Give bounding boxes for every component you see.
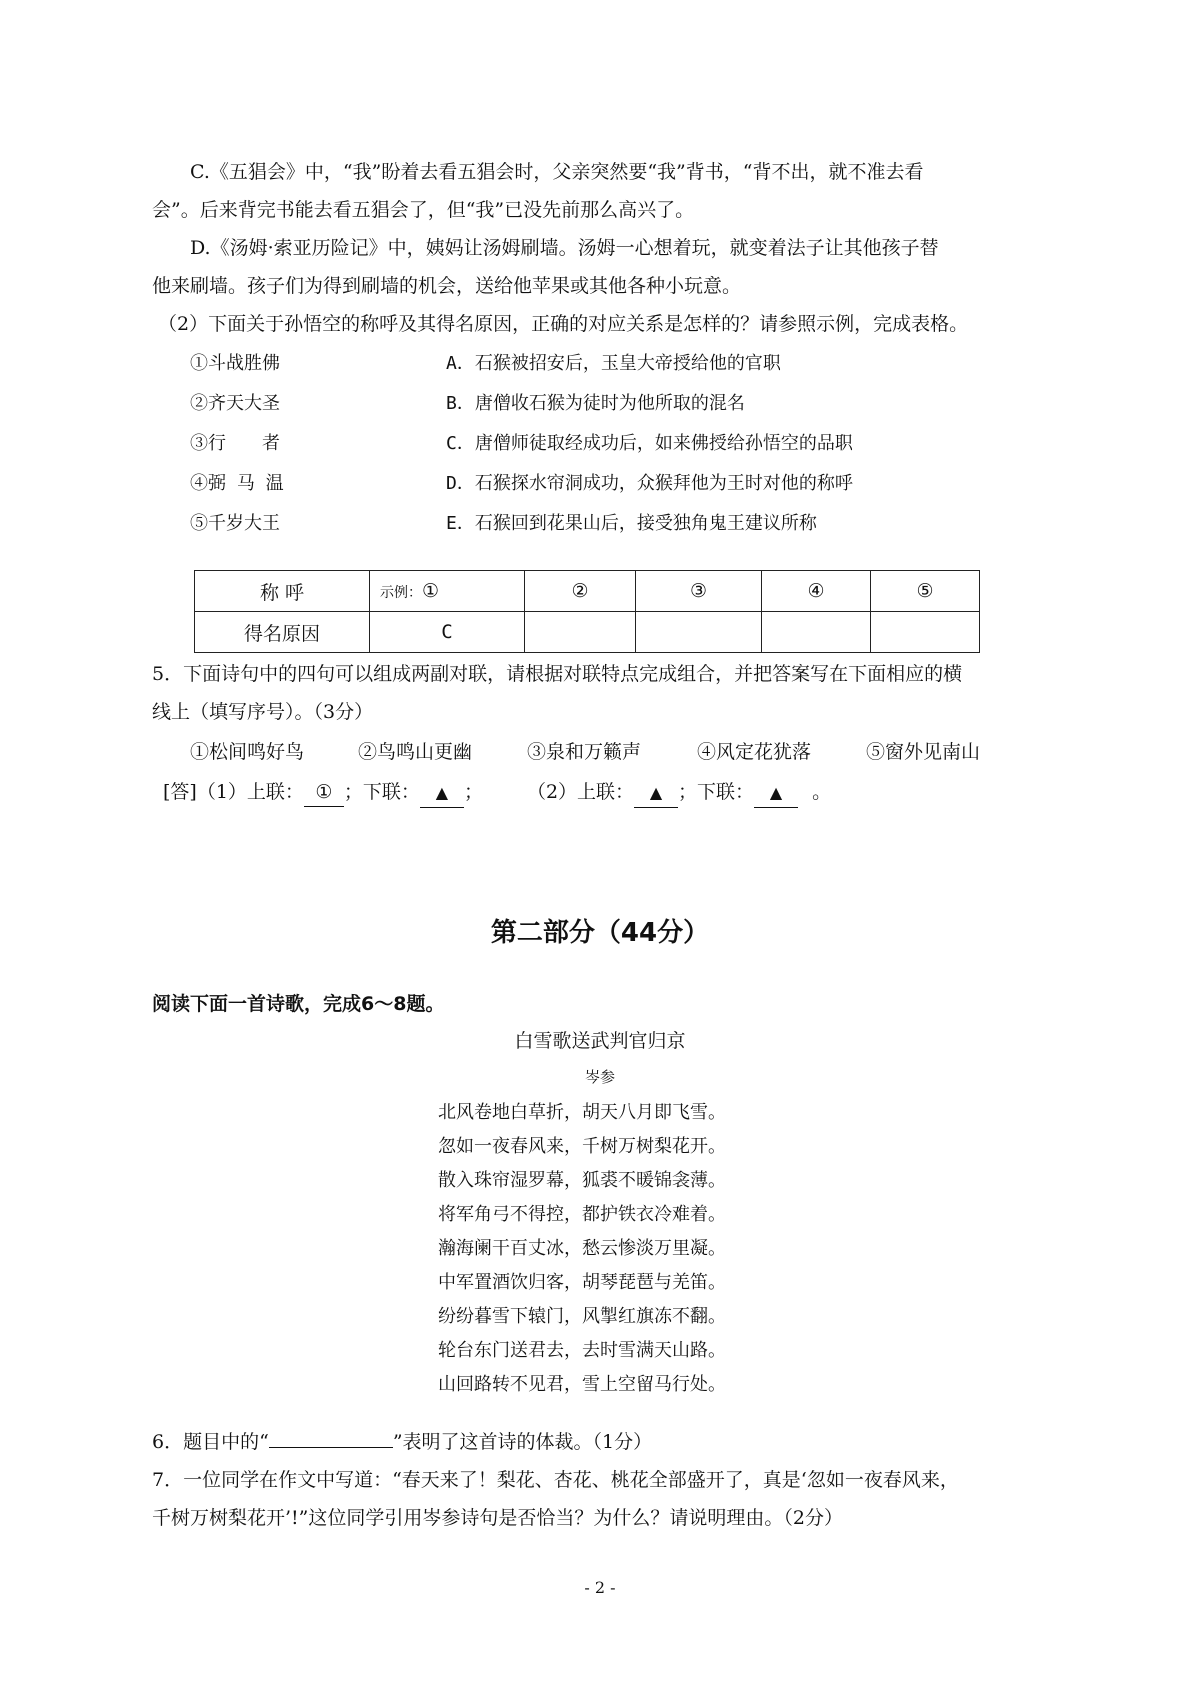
q5-line2: 线上（填写序号）。（3分） xyxy=(152,701,374,723)
q5-answer-line: [答]（1）上联： ① ；下联： ▲ ； （2）上联： ▲ ；下联： ▲ 。 xyxy=(163,778,831,808)
q5-option: ④风定花犹落 xyxy=(697,741,812,763)
poem-line: 散入珠帘湿罗幕，狐裘不暖锦衾薄。 xyxy=(438,1170,726,1191)
q5-option: ②鸟鸣山更幽 xyxy=(358,741,473,763)
answer-part2-prefix: （2）上联： xyxy=(526,781,635,803)
poem-title: 白雪歌送武判官归京 xyxy=(514,1030,686,1052)
q5-option: ⑤窗外见南山 xyxy=(866,741,981,763)
example-value: ① xyxy=(422,580,440,602)
poem-line: 山回路转不见君，雪上空留马行处。 xyxy=(438,1374,726,1395)
table-row xyxy=(195,571,980,612)
table-cell[interactable] xyxy=(762,612,871,653)
poem-line: 忽如一夜春风来，千树万树梨花开。 xyxy=(438,1136,726,1157)
q6-suffix: ”表明了这首诗的体裁。（1分） xyxy=(392,1431,653,1453)
answer-blank-1-upper[interactable]: ① xyxy=(304,778,344,807)
q5-option: ③泉和万籁声 xyxy=(527,741,642,763)
q6-prefix: 6．题目中的“ xyxy=(152,1431,269,1453)
option-c-line2: 会”。后来背完书能去看五猖会了，但“我”已没先前那么高兴了。 xyxy=(152,199,695,221)
table-cell[interactable] xyxy=(636,612,762,653)
reason-item: B．唐僧收石猴为徒时为他所取的混名 xyxy=(446,393,745,414)
table-cell: C xyxy=(370,612,525,653)
name-item: ③行 者 xyxy=(190,433,280,454)
name-item: ⑤千岁大王 xyxy=(190,513,280,534)
answer-sep: ；下联： xyxy=(678,781,755,803)
poem-line: 将军角弓不得控，都护铁衣冷难着。 xyxy=(438,1204,726,1225)
q4-2-prompt: （2）下面关于孙悟空的称呼及其得名原因，正确的对应关系是怎样的？请参照示例，完成表格。 xyxy=(158,313,969,335)
reason-item: C．唐僧师徒取经成功后，如来佛授给孙悟空的品职 xyxy=(446,433,853,454)
name-item: ④弼 马 温 xyxy=(190,473,284,494)
table-header-cell: 得名原因 xyxy=(195,612,370,653)
table-cell: ③ xyxy=(636,571,762,612)
name-item: ②齐天大圣 xyxy=(190,393,280,414)
answer-blank-2-lower[interactable]: ▲ xyxy=(754,779,798,808)
poem-line: 瀚海阑干百丈冰，愁云惨淡万里凝。 xyxy=(438,1238,726,1259)
q7-line1: 7．一位同学在作文中写道：“春天来了！梨花、杏花、桃花全部盛开了，真是‘忽如一夜春风来， xyxy=(152,1469,959,1491)
table-cell[interactable] xyxy=(871,612,980,653)
answer-blank-2-upper[interactable]: ▲ xyxy=(634,779,678,808)
poem-line: 北风卷地白草折，胡天八月即飞雪。 xyxy=(438,1102,726,1123)
page-number: - 2 - xyxy=(584,1578,616,1597)
q6 xyxy=(152,1428,652,1456)
table-cell: ④ xyxy=(762,571,871,612)
reason-item: D．石猴探水帘洞成功，众猴拜他为王时对他的称呼 xyxy=(446,473,853,494)
poem-line: 中军置酒饮归客，胡琴琵琶与羌笛。 xyxy=(438,1272,726,1293)
table-header-cell: 称 呼 xyxy=(195,571,370,612)
table-row xyxy=(195,612,980,653)
reason-item: E．石猴回到花果山后，接受独角鬼王建议所称 xyxy=(446,513,817,534)
answer-table xyxy=(194,570,980,653)
poem-line: 轮台东门送君去，去时雪满天山路。 xyxy=(438,1340,726,1361)
table-cell: ② xyxy=(525,571,636,612)
answer-blank-1-lower[interactable]: ▲ xyxy=(420,779,464,808)
answer-sep: ；下联： xyxy=(343,781,420,803)
answer-prefix: [答]（1）上联： xyxy=(163,781,304,803)
table-cell: ⑤ xyxy=(871,571,980,612)
answer-end: 。 xyxy=(812,781,832,803)
reading-instruction: 阅读下面一首诗歌，完成6～8题。 xyxy=(152,993,445,1015)
option-d-line2: 他来刷墙。孩子们为得到刷墙的机会，送给他苹果或其他各种小玩意。 xyxy=(152,275,742,297)
q7-line2: 千树万树梨花开’!”这位同学引用岑参诗句是否恰当？为什么？请说明理由。（2分） xyxy=(152,1507,843,1529)
option-c-line1: C.《五猖会》中，“我”盼着去看五猖会时，父亲突然要“我”背书，“背不出，就不准去看 xyxy=(190,161,924,183)
table-cell[interactable] xyxy=(525,612,636,653)
poem-author: 岑参 xyxy=(584,1068,615,1086)
example-label: 示例： xyxy=(380,585,422,601)
option-d-line1: D.《汤姆·索亚历险记》中，姨妈让汤姆刷墙。汤姆一心想着玩，就变着法子让其他孩子替 xyxy=(190,237,939,259)
name-item: ①斗战胜佛 xyxy=(190,353,280,374)
table-cell xyxy=(370,571,525,612)
section-title: 第二部分（44分） xyxy=(490,918,710,948)
poem-body xyxy=(438,1096,726,1402)
q5-line1: 5．下面诗句中的四句可以组成两副对联，请根据对联特点完成组合，并把答案写在下面相应的横 xyxy=(152,663,963,685)
reason-item: A．石猴被招安后，玉皇大帝授给他的官职 xyxy=(446,353,781,374)
q6-blank[interactable] xyxy=(269,1447,393,1448)
q5-option: ①松间鸣好鸟 xyxy=(190,741,305,763)
poem-line: 纷纷暮雪下辕门，风掣红旗冻不翻。 xyxy=(438,1306,726,1327)
